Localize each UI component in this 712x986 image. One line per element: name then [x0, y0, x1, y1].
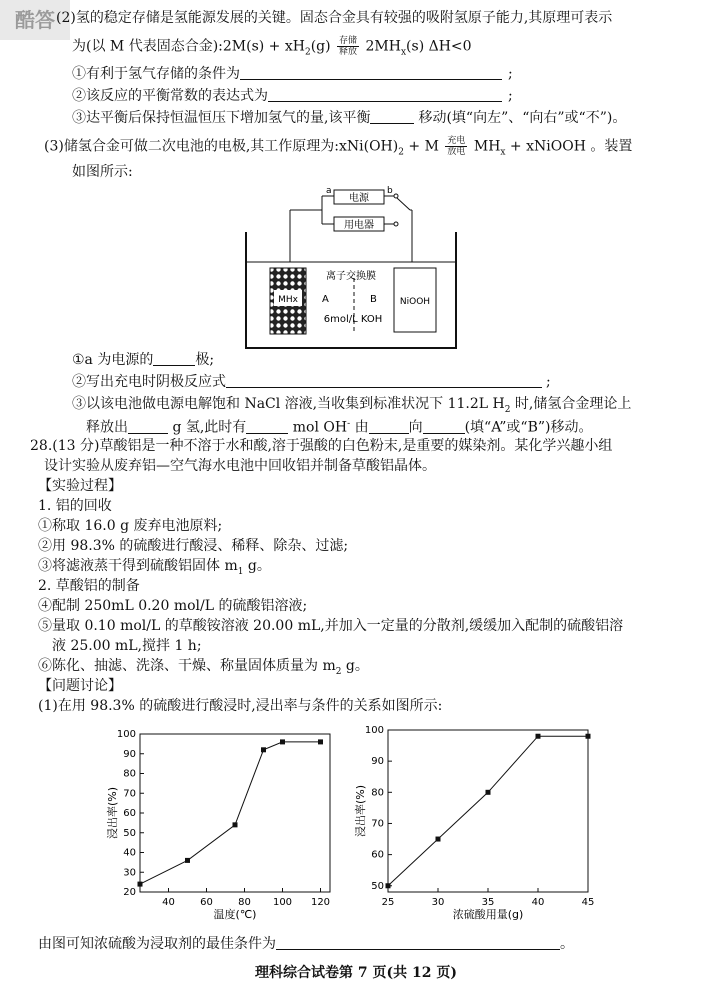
x-tick-label: 120: [310, 897, 331, 908]
answer-blank[interactable]: [369, 419, 409, 434]
answer-blank[interactable]: [153, 351, 195, 366]
answer-blank[interactable]: [268, 87, 502, 102]
part2-intro-line1: (2)氢的稳定存储是氢能源发展的关键。固态合金具有较强的吸附氢原子能力,其原理可表示: [56, 10, 613, 26]
q28-step6: ⑥陈化、抽滤、洗涤、干燥、称量固体质量为 $m_2$ g。: [38, 658, 369, 677]
q28-process-header: 【实验过程】: [38, 478, 122, 494]
y-tick-label: 90: [123, 748, 136, 760]
data-point: [185, 858, 190, 863]
y-tick-label: 30: [123, 867, 136, 879]
q28-step5-line2: 液 25.00 mL,搅拌 1 h;: [52, 638, 202, 654]
data-point: [436, 837, 441, 842]
answer-blank[interactable]: [276, 935, 560, 950]
x-axis-label: 温度(℃): [213, 908, 257, 921]
data-point: [138, 882, 143, 887]
part3-question3-cont: 释放出 g 氢,此时有 mol OH- 由 向 (填“A”或“B”)移动。: [86, 419, 593, 436]
terminal-a-label: a: [326, 186, 332, 196]
temperature-leaching-chart: [100, 722, 340, 928]
y-tick-label: 40: [123, 847, 136, 859]
data-point: [486, 790, 491, 795]
y-tick-label: 70: [371, 818, 384, 830]
y-tick-label: 90: [371, 756, 384, 768]
battery-device-diagram: [240, 182, 462, 352]
electrolyte-label: 6mol/L KOH: [323, 314, 383, 325]
watermark-logo: 酷答: [0, 0, 70, 40]
y-tick-label: 80: [371, 787, 384, 799]
part3-intro-line2: 如图所示:: [72, 164, 133, 180]
charge-discharge-arrow: $\frac{\text{充电}}{\text{放电}}$: [447, 136, 466, 157]
part2-intro-line2: 为(以 M 代表固态合金):2M(s) + $xH_2(g)$ $\frac{\text{存储}}{\text{释放}}$ $2MH_x(s)$ ΔH<0: [72, 36, 472, 58]
y-tick-label: 100: [116, 729, 136, 740]
q28-section1-title: 1. 铝的回收: [38, 498, 112, 514]
x-tick-label: 80: [238, 897, 251, 908]
q28-step1: ①称取 16.0 g 废弃电池原料;: [38, 518, 223, 534]
part2-question3: ③达平衡后保持恒温恒压下增加氢气的量,该平衡 移动(填“向左”、“向右”或“不”)。: [72, 110, 627, 126]
y-tick-label: 80: [123, 768, 136, 780]
answer-blank[interactable]: [423, 419, 465, 434]
x-tick-label: 25: [381, 897, 395, 908]
data-point: [233, 822, 238, 827]
y-tick-label: 60: [371, 849, 384, 861]
q28-discussion-q1: (1)在用 98.3% 的硫酸进行酸浸时,浸出率与条件的关系如图所示:: [38, 698, 443, 714]
answer-blank[interactable]: [246, 419, 288, 434]
side-b-label: B: [370, 294, 377, 305]
y-tick-label: 60: [123, 808, 136, 819]
series-line: [388, 736, 588, 886]
power-source-label: 电源: [349, 193, 369, 204]
q28-step2: ②用 98.3% 的硫酸进行酸浸、稀释、除杂、过滤;: [38, 538, 349, 554]
data-point: [318, 739, 323, 744]
part3-question2: ②写出充电时阴极反应式 ;: [72, 374, 551, 390]
membrane-label: 离子交换膜: [326, 271, 376, 282]
switch-contact: [394, 194, 398, 198]
acid-dosage-leaching-chart: [348, 718, 604, 928]
y-tick-label: 50: [123, 827, 136, 839]
q28-section2-title: 2. 草酸铝的制备: [38, 578, 140, 594]
y-tick-label: 50: [371, 880, 384, 892]
y-axis-label: 浸出率(%): [106, 786, 119, 840]
x-tick-label: 35: [481, 897, 495, 908]
data-point: [261, 747, 266, 752]
answer-blank[interactable]: [226, 373, 542, 388]
q28-conclusion: 由图可知浓硫酸为浸取剂的最佳条件为 。: [38, 936, 574, 952]
x-tick-label: 30: [431, 897, 445, 908]
x-tick-label: 40: [162, 897, 175, 908]
part3-question3: ③以该电池做电源电解饱和 NaCl 溶液,当收集到标准状况下 11.2L $H_2$ 时,储氢合金理论上: [72, 396, 632, 415]
y-tick-label: 20: [123, 887, 136, 898]
side-a-label: A: [322, 294, 329, 305]
mhx-label: MHx: [278, 295, 298, 305]
q28-intro-line2: 设计实验从废弃铝—空气海水电池中回收铝并制备草酸铝晶体。: [44, 458, 436, 474]
answer-blank[interactable]: [370, 109, 414, 124]
data-point: [386, 883, 391, 888]
niooh-label: NiOOH: [399, 297, 431, 307]
y-tick-label: 70: [123, 788, 136, 800]
data-point: [280, 739, 285, 744]
q28-step4: ④配制 250mL 0.20 mol/L 的硫酸铝溶液;: [38, 598, 308, 614]
plot-frame: [140, 734, 330, 892]
q28-step5-line1: ⑤量取 0.10 mol/L 的草酸铵溶液 20.00 mL,并加入一定量的分散剂,缓缓加入配制的硫酸铝溶: [38, 618, 624, 634]
data-point: [536, 734, 541, 739]
plot-frame: [388, 730, 588, 892]
q28-step3: ③将滤液蒸干得到硫酸铝固体 $m_1$ g。: [38, 558, 271, 577]
answer-blank[interactable]: [128, 419, 168, 434]
x-tick-label: 100: [272, 897, 293, 908]
y-axis-label: 浸出率(%): [354, 784, 367, 838]
store-release-arrow: $\frac{\text{存储}}{\text{释放}}$: [339, 36, 358, 57]
q28-intro-line1: 28.(13 分)草酸铝是一种不溶于水和酸,溶于强酸的白色粉末,是重要的媒染剂。某化学兴趣小组: [30, 438, 613, 454]
part2-question2: ②该反应的平衡常数的表达式为 ;: [72, 88, 513, 104]
switch-contact: [394, 222, 398, 226]
part3-intro-line1: (3)储氢合金可做二次电池的电极,其工作原理为$:xNi(OH)_2 + M$ $\frac{\text{充电}}{\text{放电}}$ $MH_x$ + xNiOOH 。装置: [44, 136, 633, 158]
q28-discussion-header: 【问题讨论】: [38, 678, 122, 694]
x-axis-label: 浓硫酸用量(g): [452, 908, 524, 921]
x-tick-label: 45: [581, 897, 595, 908]
answer-blank[interactable]: [240, 65, 502, 80]
x-tick-label: 60: [200, 897, 213, 908]
series-line: [140, 742, 321, 884]
page-footer: 理科综合试卷第 7 页(共 12 页): [255, 965, 457, 981]
x-tick-label: 40: [531, 897, 545, 908]
y-tick-label: 100: [364, 725, 384, 736]
part2-question1: ①有利于氢气存储的条件为 ;: [72, 66, 513, 82]
part3-question1: ①a 为电源的 极;: [72, 352, 215, 368]
appliance-label: 用电器: [344, 220, 374, 231]
data-point: [586, 734, 591, 739]
switch-lever: [397, 198, 410, 210]
terminal-b-label: b: [387, 186, 393, 196]
